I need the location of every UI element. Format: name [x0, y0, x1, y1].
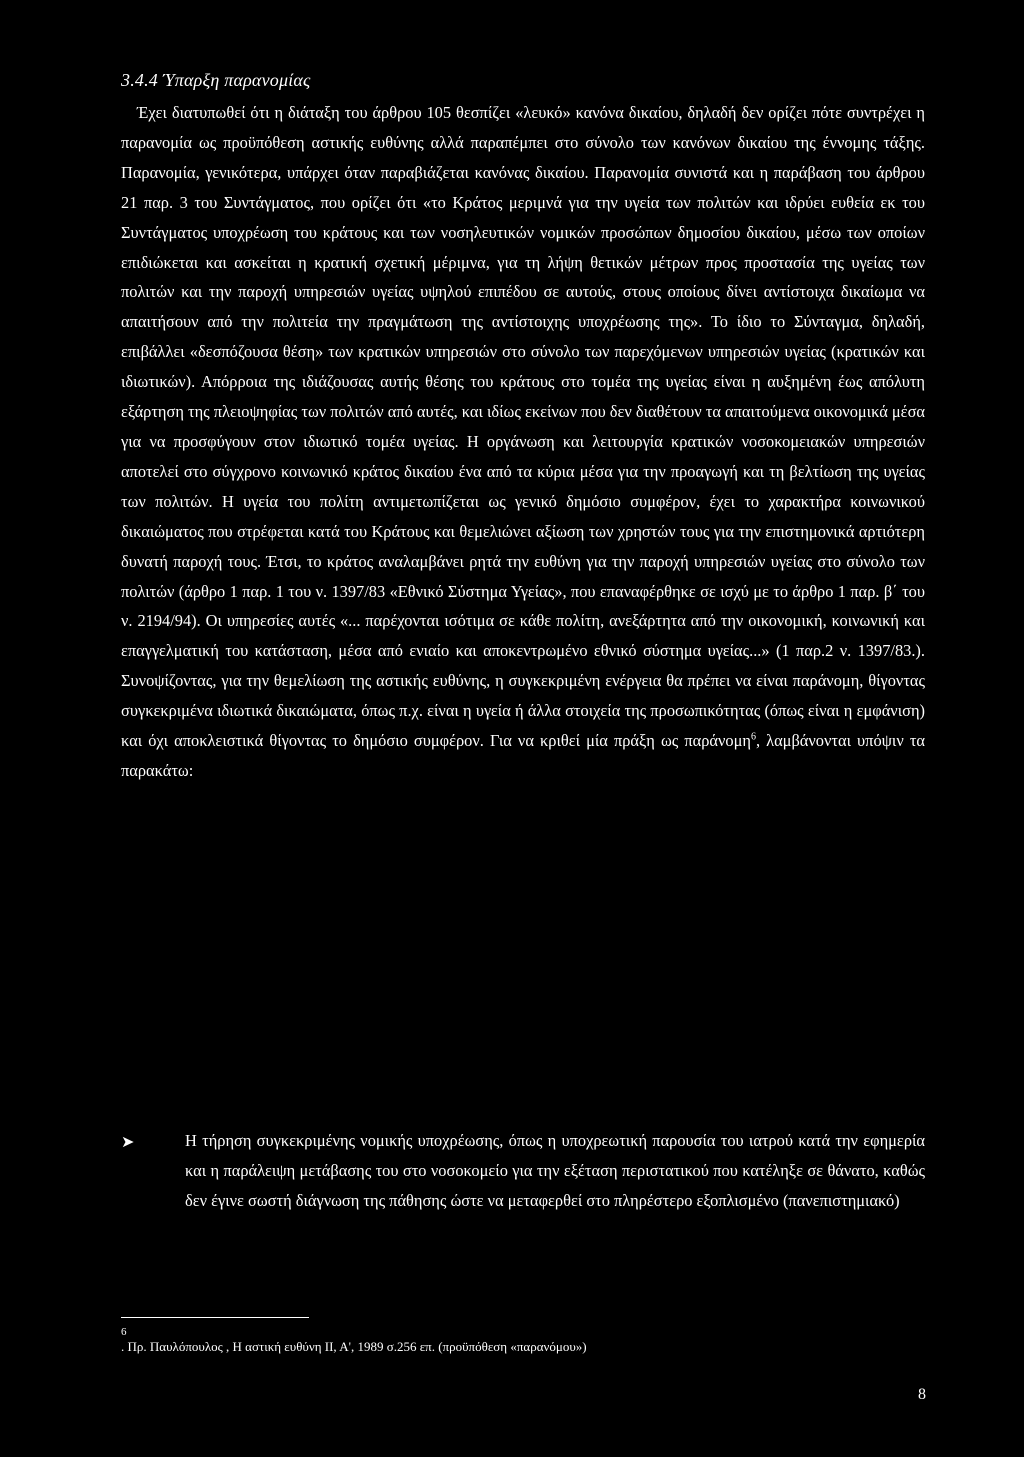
- main-paragraph: [121, 98, 925, 786]
- bullet-list-item: [121, 1126, 925, 1216]
- footnote-reference[interactable]: 6: [750, 731, 756, 743]
- section-heading: 3.4.4 Ύπαρξη παρανομίας: [121, 70, 311, 90]
- paragraph-text-part1: Έχει διατυπωθεί ότι η διάταξη του άρθρου 105 θεσπίζει «λευκό» κανόνα δικαίου, δηλαδή δεν ορίζει πότε συντρέχει η παρανομία ως προϋπόθεση αστικής ευθύνης αλλά παραπέμπει στο σύνολο των κανόνων δικαίου της έννομης τάξης. Παρανομία, γενικότερα, υπάρχει όταν παραβιάζεται κανόνας δικαίου. Παρανομία συνιστά και η παράβαση του άρθρου 21 παρ. 3 του Συντάγματος, που ορίζει ότι «το Κράτος μεριμνά για την υγεία των πολιτών και ιδρύει ευθεία εκ του Συντάγματος υποχρέωση του κράτους και των νοσηλευτικών νομικών προσώπων δημοσίου δικαίου, μέσω των οποίων επιδιώκεται και ασκείται η κρατική σχετική μέριμνα, για τη λήψη θετικών μέτρων προς προστασία της υγείας των πολιτών και την παροχή υπηρεσιών υγείας υψηλού επιπέδου σε αυτούς, στους οποίους δίνει αντίστοιχα δικαίωμα να απαιτήσουν από την πολιτεία την πραγμάτωση της αντίστοιχης υποχρέωσης της». Το ίδιο το Σύνταγμα, δηλαδή, επιβάλλει «δεσπόζουσα θέση» των κρατικών υπηρεσιών στο σύνολο των παρεχόμενων υπηρεσιών υγείας (κρατικών και ιδιωτικών). Απόρροια της ιδιάζουσας αυτής θέσης του κράτους στο τομέα της υγείας είναι η αυξημένη έως απόλυτη εξάρτηση της πλειοψηφίας των πολιτών από αυτές, και ιδίως εκείνων που δεν διαθέτουν τα απαιτούμενα οικονομικά μέσα για να προσφύγουν στον ιδιωτικό τομέα υγείας. Η οργάνωση και λειτουργία κρατικών νοσοκομειακών υπηρεσιών αποτελεί στο σύγχρονο κοινωνικό κράτος δικαίου ένα από τα κύρια μέσα για την προαγωγή και τη βελτίωση της υγείας των πολιτών. Η υγεία του πολίτη αντιμετωπίζεται ως γενικό δημόσιο συμφέρον, έχει το χαρακτήρα κοινωνικού δικαιώματος που στρέφεται κατά του Κράτους και θεμελιώνει αξίωση των χρηστών τους για την επιστημονικά αρτιότερη δυνατή παροχή τους. Έτσι, το κράτος αναλαμβάνει ρητά την ευθύνη για την παροχή υπηρεσιών υγείας στο σύνολο των πολιτών (άρθρο 1 παρ. 1 του ν. 1397/83 «Εθνικό Σύστημα Υγείας», που επαναφέρθηκε σε ισχύ με το άρθρο 1 παρ. β΄ του ν. 2194/94). Οι υπηρεσίες αυτές «... παρέχονται ισότιμα σε κάθε πολίτη, ανεξάρτητα από την οικονομική, κοινωνική και επαγγελματική του κατάσταση, μέσα από ενιαίο και αποκεντρωμένο εθνικό σύστημα υγείας...» (1 παρ.2 ν. 1397/83.). Συνοψίζοντας, για την θεμελίωση της αστικής ευθύνης, η συγκεκριμένη ενέργεια θα πρέπει να είναι παράνομη, θίγοντας συγκεκριμένα ιδιωτικά δικαιώματα, όπως π.χ. είναι η υγεία ή άλλα στοιχεία της προσωπικότητας (όπως είναι η εμφάνιση) και όχι αποκλειστικά θίγοντας το δημόσιο συμφέρον. Για να κριθεί μία πράξη ως παράνομη: [121, 103, 925, 751]
- footnote-text: . Πρ. Παυλόπουλος , Η αστική ευθύνη ΙΙ, Α', 1989 σ.256 επ. (προϋπόθεση «παρανόμου»): [121, 1339, 587, 1354]
- footnote-number: 6: [121, 1326, 127, 1338]
- page-number: 8: [918, 1386, 926, 1403]
- bullet-text: Η τήρηση συγκεκριμένης νομικής υποχρέωσης, όπως η υποχρεωτική παρουσία του ιατρού κατά την εφημερία και η παράλειψη μετάβασης του στο νοσοκομείο για την εξέταση περιστατικού που κατέληξε σε θάνατο, καθώς δεν έγινε σωστή διάγνωση της πάθησης ώστε να μεταφερθεί στο πληρέστερο εξοπλισμένο (πανεπιστημιακό): [185, 1131, 925, 1210]
- footnote-divider: [121, 1317, 309, 1318]
- arrowhead-bullet-icon: ➤: [121, 1134, 135, 1151]
- paragraph-text-part2: , λαμβάνονται υπόψιν τα παρακάτω:: [121, 731, 925, 780]
